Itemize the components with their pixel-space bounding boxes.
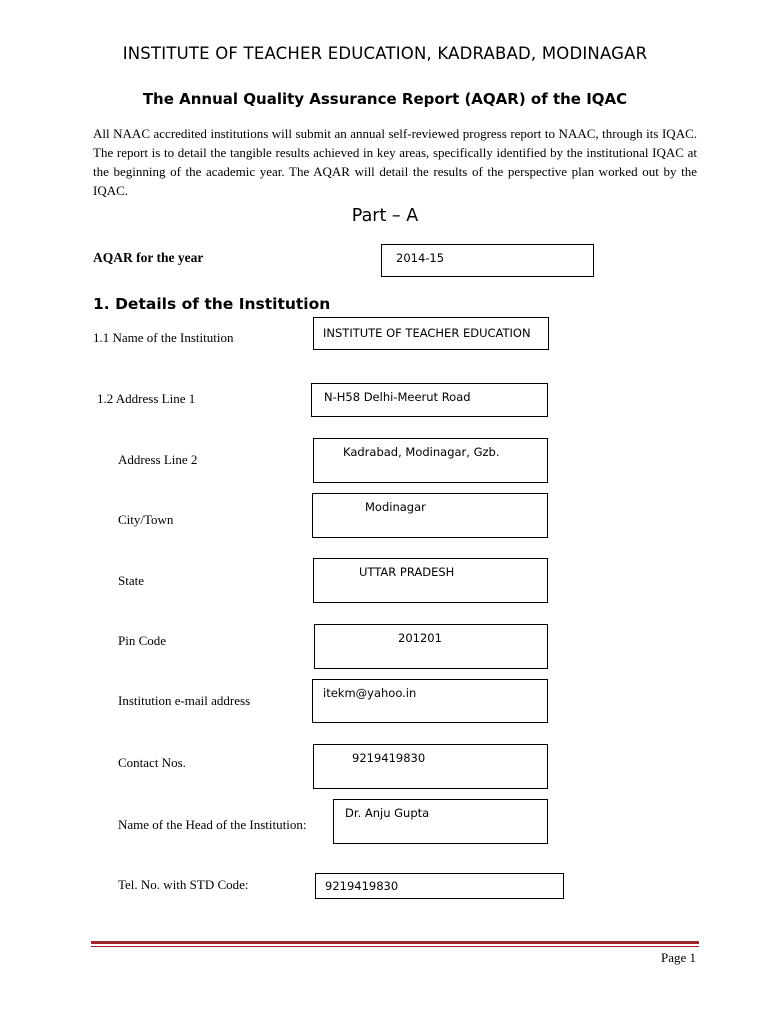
address-line2-label: Address Line 2 [118,452,198,467]
aqar-year-field: 2014-15 [381,244,594,277]
part-title: Part – A [351,206,419,226]
institute-header: INSTITUTE OF TEACHER EDUCATION, KADRABAD, MODINAGAR [122,44,648,63]
institution-name-field: INSTITUTE OF TEACHER EDUCATION [313,317,549,350]
email-field: itekm@yahoo.in [312,679,548,723]
head-label: Name of the Head of the Institution: [118,817,307,832]
aqar-year-label: AQAR for the year [93,250,204,265]
pin-code-field: 201201 [314,624,548,669]
contact-field: 9219419830 [313,744,548,789]
tel-label: Tel. No. with STD Code: [118,877,249,892]
address-line1-label: 1.2 Address Line 1 [97,391,196,406]
contact-label: Contact Nos. [118,755,186,770]
tel-field: 9219419830 [315,873,564,899]
footer-rule-thin [91,946,699,947]
section-title: 1. Details of the Institution [93,295,331,313]
city-field: Modinagar [312,493,548,538]
head-field: Dr. Anju Gupta [333,799,548,844]
address-line1-field: N-H58 Delhi-Meerut Road [311,383,548,417]
report-title: The Annual Quality Assurance Report (AQAR) of the IQAC [142,90,628,108]
footer-rule [91,941,699,944]
page-number: Page 1 [660,950,696,965]
pin-code-label: Pin Code [118,633,167,648]
state-label: State [118,573,144,588]
address-line2-field: Kadrabad, Modinagar, Gzb. [313,438,548,483]
intro-paragraph: All NAAC accredited institutions will submit an annual self-reviewed progress report to NAAC, through its IQAC. The report is to detail the tangible results achieved in key areas, specifically identified by the institutional IQAC at the beginning of the academic year. The AQAR will detail the results of the perspective plan worked out by the IQAC. [93,126,697,198]
email-label: Institution e-mail address [118,693,251,708]
institution-name-label: 1.1 Name of the Institution [93,330,234,345]
state-field: UTTAR PRADESH [313,558,548,603]
city-label: City/Town [118,512,174,527]
